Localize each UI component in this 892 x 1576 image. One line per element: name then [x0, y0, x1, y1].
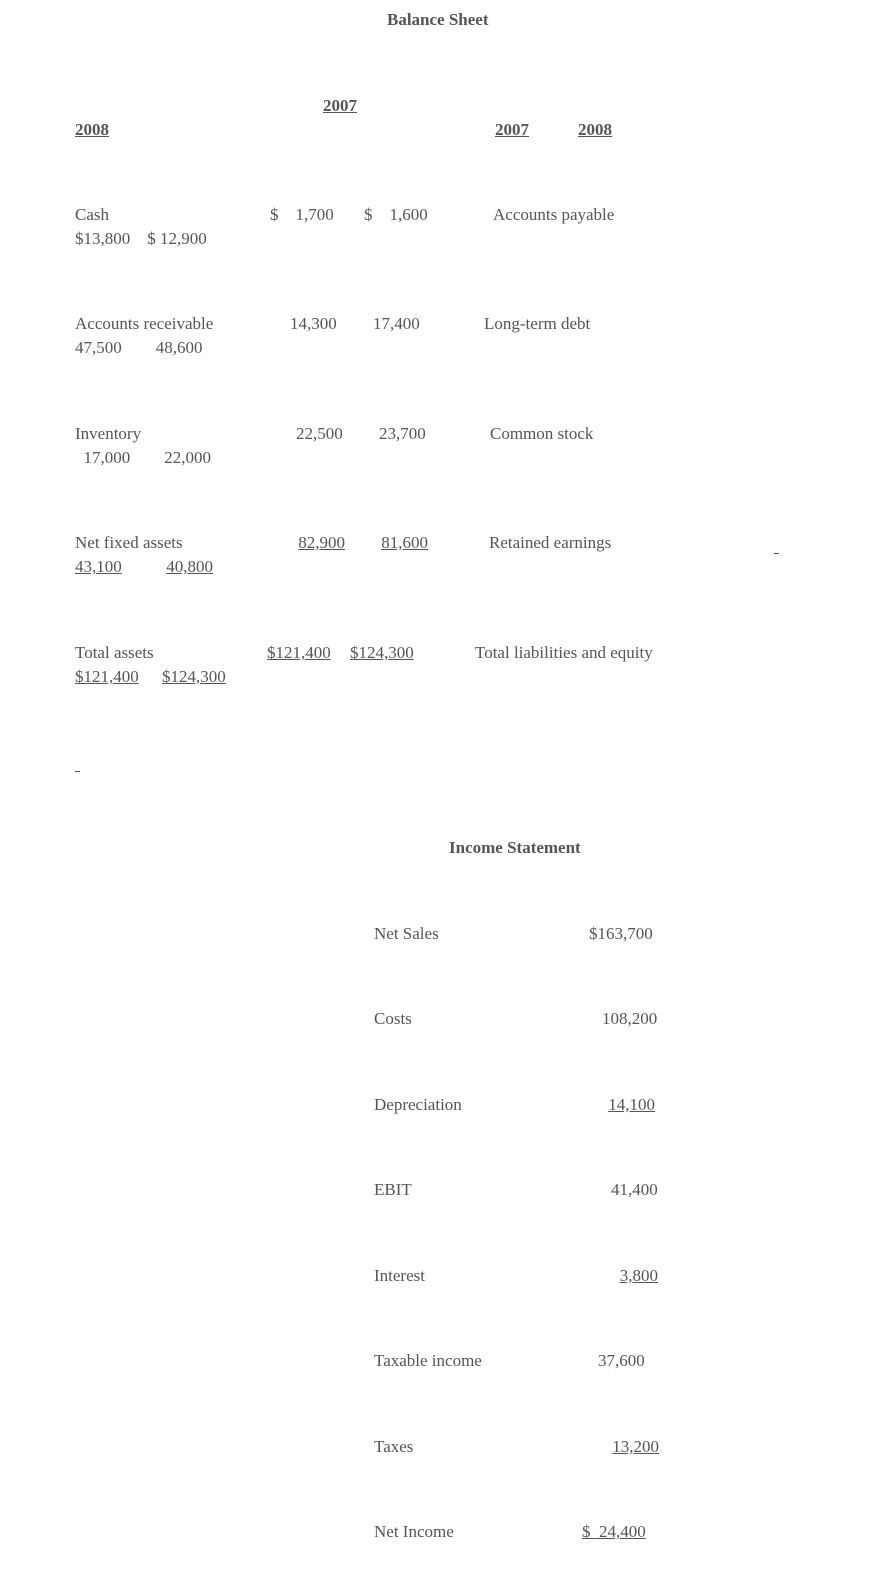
is-label-interest: Interest	[374, 1266, 425, 1285]
header-left-2008: 2008	[75, 120, 109, 139]
is-label-taxes: Taxes	[374, 1437, 414, 1456]
liability-values-long-term-debt: 47,500 48,600	[75, 338, 203, 357]
asset-total-2008: $124,300	[350, 643, 414, 662]
is-value-costs: 108,200	[602, 1009, 658, 1028]
asset-label-inventory: Inventory	[75, 424, 142, 443]
is-label-net-income: Net Income	[374, 1522, 454, 1541]
asset-cash-2007: $ 1,700	[270, 205, 334, 224]
is-value-ebit: 41,400	[611, 1180, 658, 1199]
asset-nfa-2007: 82,900	[298, 533, 345, 552]
liability-re-2007: 43,100	[75, 557, 122, 576]
is-value-depreciation: 14,100	[608, 1095, 655, 1114]
liability-total-2008: $124,300	[162, 667, 226, 686]
is-label-ebit: EBIT	[374, 1180, 412, 1199]
asset-cash-2008: $ 1,600	[364, 205, 428, 224]
liability-label-total-liabilities-equity: Total liabilities and equity	[475, 643, 653, 662]
liability-re-2008: 40,800	[166, 557, 213, 576]
is-value-taxes: 13,200	[612, 1437, 659, 1456]
asset-nfa-2008: 81,600	[381, 533, 428, 552]
asset-ar-2007: 14,300	[290, 314, 337, 333]
is-label-net-sales: Net Sales	[374, 924, 439, 943]
liability-label-accounts-payable: Accounts payable	[493, 205, 615, 224]
header-right-2008: 2008	[578, 120, 612, 139]
stray-dash-mark	[774, 553, 779, 554]
asset-label-net-fixed-assets: Net fixed assets	[75, 533, 183, 552]
asset-inventory-2008: 23,700	[379, 424, 426, 443]
income-statement-title: Income Statement	[449, 838, 581, 857]
liability-label-retained-earnings: Retained earnings	[489, 533, 612, 552]
is-label-taxable-income: Taxable income	[374, 1351, 482, 1370]
asset-label-total-assets: Total assets	[75, 643, 154, 662]
liability-label-long-term-debt: Long-term debt	[484, 314, 591, 333]
asset-total-2007: $121,400	[267, 643, 331, 662]
balance-sheet-title: Balance Sheet	[387, 10, 489, 29]
is-value-taxable-income: 37,600	[598, 1351, 645, 1370]
stray-dash-mark	[75, 771, 80, 772]
header-left-2007: 2007	[323, 96, 357, 115]
header-right-2007: 2007	[495, 120, 529, 139]
liability-total-2007: $121,400	[75, 667, 139, 686]
is-value-net-sales: $163,700	[589, 924, 653, 943]
liability-label-common-stock: Common stock	[490, 424, 594, 443]
asset-label-cash: Cash	[75, 205, 109, 224]
asset-inventory-2007: 22,500	[296, 424, 343, 443]
liability-values-common-stock: 17,000 22,000	[75, 448, 211, 467]
liability-values-accounts-payable: $13,800 $ 12,900	[75, 229, 207, 248]
is-label-costs: Costs	[374, 1009, 412, 1028]
asset-label-accounts-receivable: Accounts receivable	[75, 314, 214, 333]
asset-ar-2008: 17,400	[373, 314, 420, 333]
is-label-depreciation: Depreciation	[374, 1095, 462, 1114]
is-value-net-income: $ 24,400	[582, 1522, 646, 1541]
is-value-interest: 3,800	[619, 1266, 658, 1285]
